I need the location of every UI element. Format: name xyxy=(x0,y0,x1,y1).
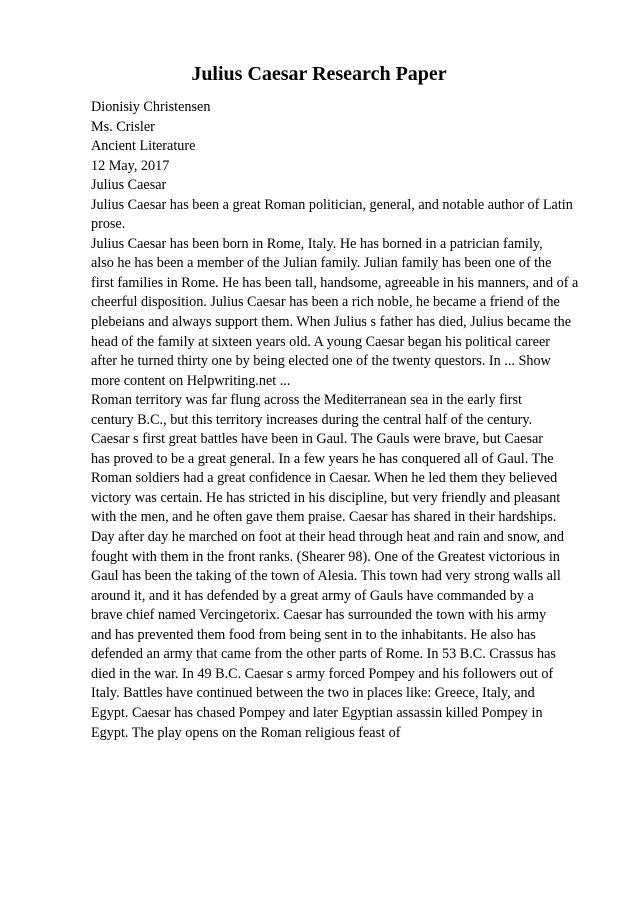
text-line: Julius Caesar has been born in Rome, Italy. He has borned in a patrician family, xyxy=(91,235,543,252)
text-line: also he has been a member of the Julian family. Julian family has been one of the xyxy=(91,255,552,272)
text-line: Day after day he marched on foot at their head through heat and rain and snow, and xyxy=(91,529,565,546)
essay-subject: Julius Caesar xyxy=(91,177,167,194)
text-line: fought with them in the front ranks. (Shearer 98). One of the Greatest victorious in xyxy=(91,548,560,565)
text-line: more content on Helpwriting.net ... xyxy=(91,372,291,389)
text-line: Julius Caesar has been a great Roman politician, general, and notable author of Latin xyxy=(91,196,573,213)
text-line: Egypt. The play opens on the Roman religious feast of xyxy=(91,724,401,741)
text-line: died in the war. In 49 B.C. Caesar s army forced Pompey and his followers out of xyxy=(91,665,554,682)
text-line: Roman soldiers had a great confidence in Caesar. When he led them they believed xyxy=(91,470,558,487)
text-line: and has prevented them food from being sent in to the inhabitants. He also has xyxy=(91,626,536,643)
document-title: Julius Caesar Research Paper xyxy=(191,63,447,85)
text-line: Roman territory was far flung across the Mediterranean sea in the early first xyxy=(91,392,522,409)
instructor-name: Ms. Crisler xyxy=(91,118,155,135)
text-line: prose. xyxy=(91,216,126,233)
text-line: Egypt. Caesar has chased Pompey and later Egyptian assassin killed Pompey in xyxy=(91,704,543,721)
course-name: Ancient Literature xyxy=(91,138,196,155)
text-line: brave chief named Vercingetorix. Caesar has surrounded the town with his army xyxy=(91,607,547,624)
text-line: century B.C., but this territory increases during the central half of the century. xyxy=(91,411,533,428)
text-line: Caesar s first great battles have been in Gaul. The Gauls were brave, but Caesar xyxy=(91,431,543,448)
author-name: Dionisiy Christensen xyxy=(91,99,211,115)
text-line: around it, and it has defended by a great army of Gauls have commanded by a xyxy=(91,587,534,604)
text-line: cheerful disposition. Julius Caesar has been a rich noble, he became a friend of the xyxy=(91,294,560,311)
text-line: victory was certain. He has stricted in his discipline, but very friendly and pleasant xyxy=(91,489,561,506)
text-line: first families in Rome. He has been tall, handsome, agreeable in his manners, and of a xyxy=(91,274,579,291)
text-line: with the men, and he often gave them praise. Caesar has shared in their hardships. xyxy=(91,509,557,526)
text-line: has proved to be a great general. In a few years he has conquered all of Gaul. The xyxy=(91,450,554,467)
text-line: defended an army that came from the other parts of Rome. In 53 B.C. Crassus has xyxy=(91,646,556,663)
text-line: Gaul has been the taking of the town of Alesia. This town had very strong walls all xyxy=(91,568,561,585)
text-line: head of the family at sixteen years old. A young Caesar began his political career xyxy=(91,333,550,350)
text-line: after he turned thirty one by being elected one of the twenty questors. In ... Show xyxy=(91,353,551,370)
document-body xyxy=(91,98,591,743)
text-line: Italy. Battles have continued between the two in places like: Greece, Italy, and xyxy=(91,685,535,702)
document-date: 12 May, 2017 xyxy=(91,157,170,174)
text-line: plebeians and always support them. When Julius s father has died, Julius became the xyxy=(91,314,572,331)
